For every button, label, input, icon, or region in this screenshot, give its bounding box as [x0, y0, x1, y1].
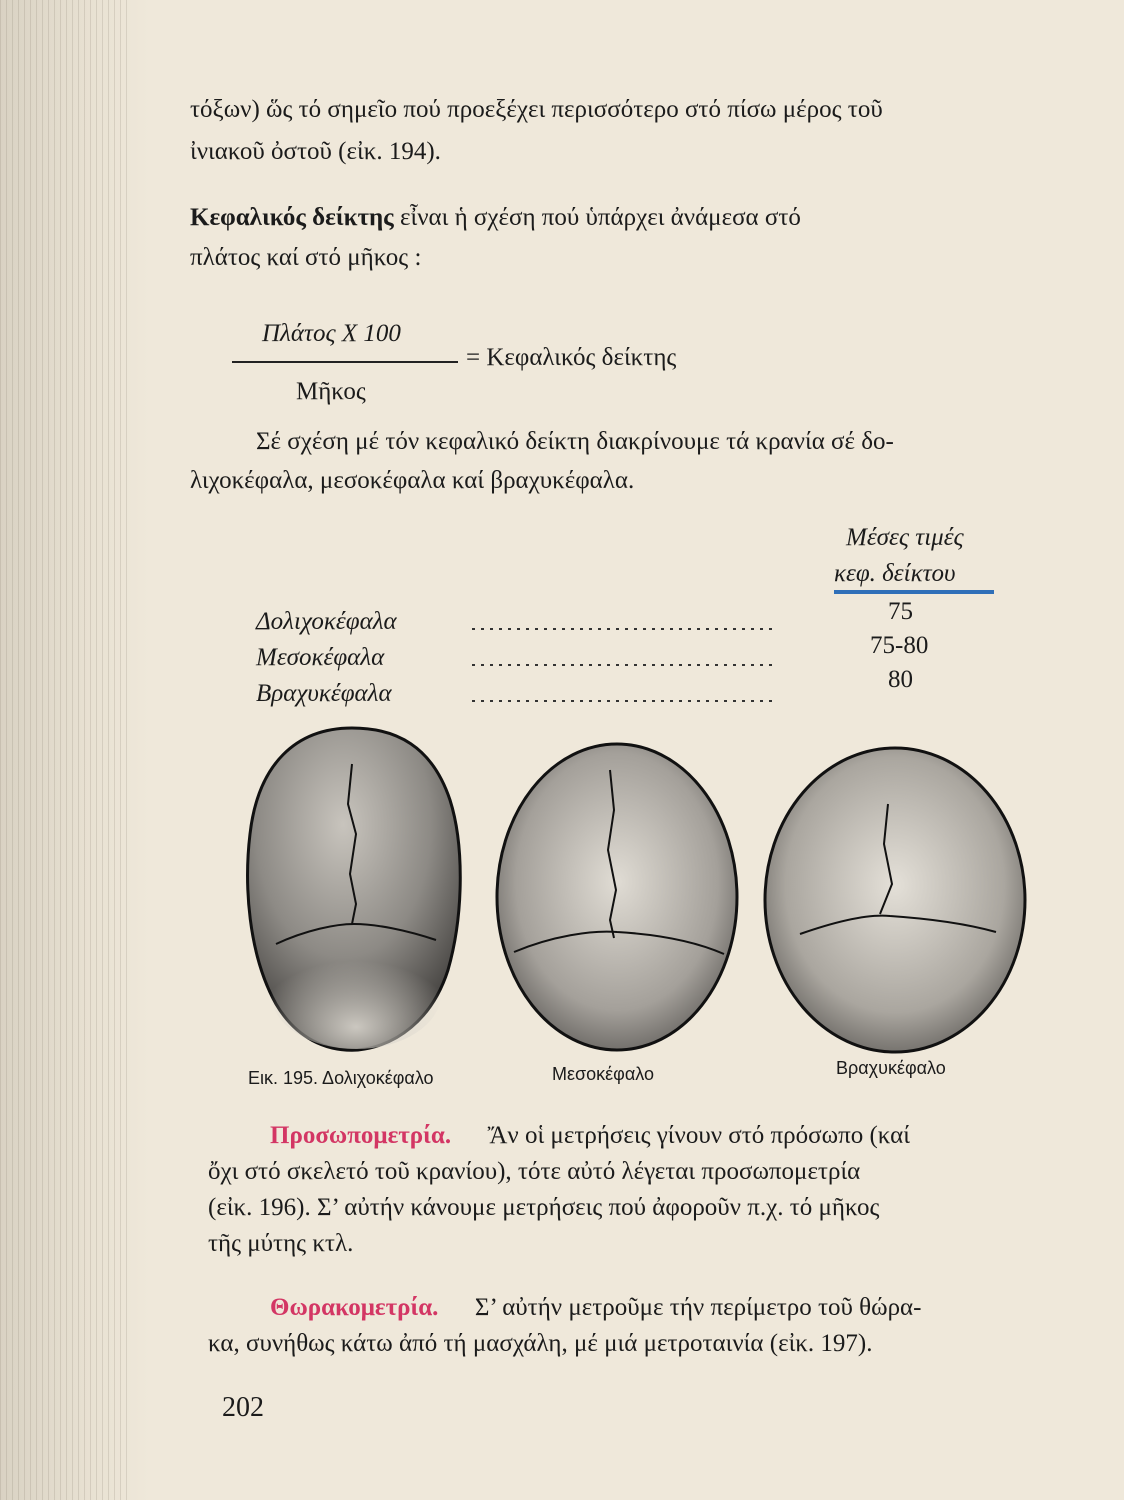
classification-line-1: Σέ σχέση μέ τόν κεφαλικό δείκτη διακρίνουμε τά κρανία σέ δο- — [256, 428, 894, 455]
cephalic-definition — [190, 200, 801, 236]
cephalic-definition-rest: εἶναι ἡ σχέση πού ὑπάρχει ἀνάμεσα στό — [399, 204, 801, 231]
table-row-label-2: Μεσοκέφαλα — [256, 644, 385, 671]
cephalic-term: Κεφαλικός δείκτης — [190, 204, 394, 231]
table-header-line-2: κεφ. δείκτου — [834, 560, 956, 587]
thoracometry-line-2: κα, συνήθως κάτω ἀπό τή μασχάλη, μέ μιά μετροταινία (εἰκ. 197). — [208, 1330, 873, 1357]
figure-caption-dolichocephalic: Εικ. 195. Δολιχοκέφαλο — [248, 1068, 434, 1088]
formula-denominator: Μῆκος — [296, 378, 366, 405]
intro-line-2: ἰνιακοῦ ὀστοῦ (εἰκ. 194). — [190, 138, 441, 165]
prosopometry-line-3: (εἰκ. 196). Σ’ αὐτήν κάνουμε μετρήσεις πού ἀφοροῦν π.χ. τό μῆκος — [208, 1194, 880, 1221]
table-header-line-1: Μέσες τιμές — [846, 524, 964, 551]
table-row-value-3: 80 — [888, 666, 913, 693]
thoracometry-line-1-text: Σ’ αὐτήν μετροῦμε τήν περίμετρο τοῦ θώρα- — [474, 1294, 922, 1321]
table-row-leader-3 — [472, 700, 772, 702]
table-row-label-3: Βραχυκέφαλα — [256, 680, 392, 707]
table-row-leader-2 — [472, 664, 772, 666]
figure-caption-mesocephalic: Μεσοκέφαλο — [552, 1064, 654, 1084]
prosopometry-term: Προσωπομετρία. — [270, 1122, 452, 1149]
formula-numerator: Πλάτος Χ 100 — [262, 320, 401, 347]
figure-caption-brachycephalic: Βραχυκέφαλο — [836, 1058, 946, 1078]
brachycephalic-skull-figure — [760, 744, 1030, 1056]
page-edge-lines — [0, 0, 130, 1500]
fraction-bar — [232, 361, 458, 363]
table-row-value-1: 75 — [888, 598, 913, 625]
table-row-label-1: Δολιχοκέφαλα — [256, 608, 397, 635]
table-row-value-2: 75-80 — [870, 632, 929, 659]
thoracometry-term: Θωρακομετρία. — [270, 1294, 439, 1321]
classification-line-2: λιχοκέφαλα, μεσοκέφαλα καί βραχυκέφαλα. — [190, 467, 635, 494]
table-header-underline — [834, 590, 994, 594]
cephalic-line-2: πλάτος καί στό μῆκος : — [190, 244, 422, 271]
prosopometry-line-4: τῆς μύτης κτλ. — [208, 1230, 354, 1257]
mesocephalic-skull-figure — [492, 740, 742, 1054]
table-row-leader-1 — [472, 628, 772, 630]
prosopometry-line-1 — [270, 1118, 910, 1154]
thoracometry-line-1 — [270, 1290, 921, 1326]
prosopometry-line-1-text: Ἄν οἱ μετρήσεις γίνουν στό πρόσωπο (καί — [487, 1122, 910, 1149]
prosopometry-line-2: ὄχι στό σκελετό τοῦ κρανίου), τότε αὐτό λέγεται προσωπομετρία — [208, 1158, 861, 1185]
dolichocephalic-skull-figure — [236, 724, 468, 1054]
formula-equals: = Κεφαλικός δείκτης — [466, 344, 677, 371]
intro-line-1: τόξων) ὥς τό σημεῖο πού προεξέχει περισσότερο στό πίσω μέρος τοῦ — [190, 96, 883, 123]
page-number: 202 — [222, 1392, 264, 1423]
